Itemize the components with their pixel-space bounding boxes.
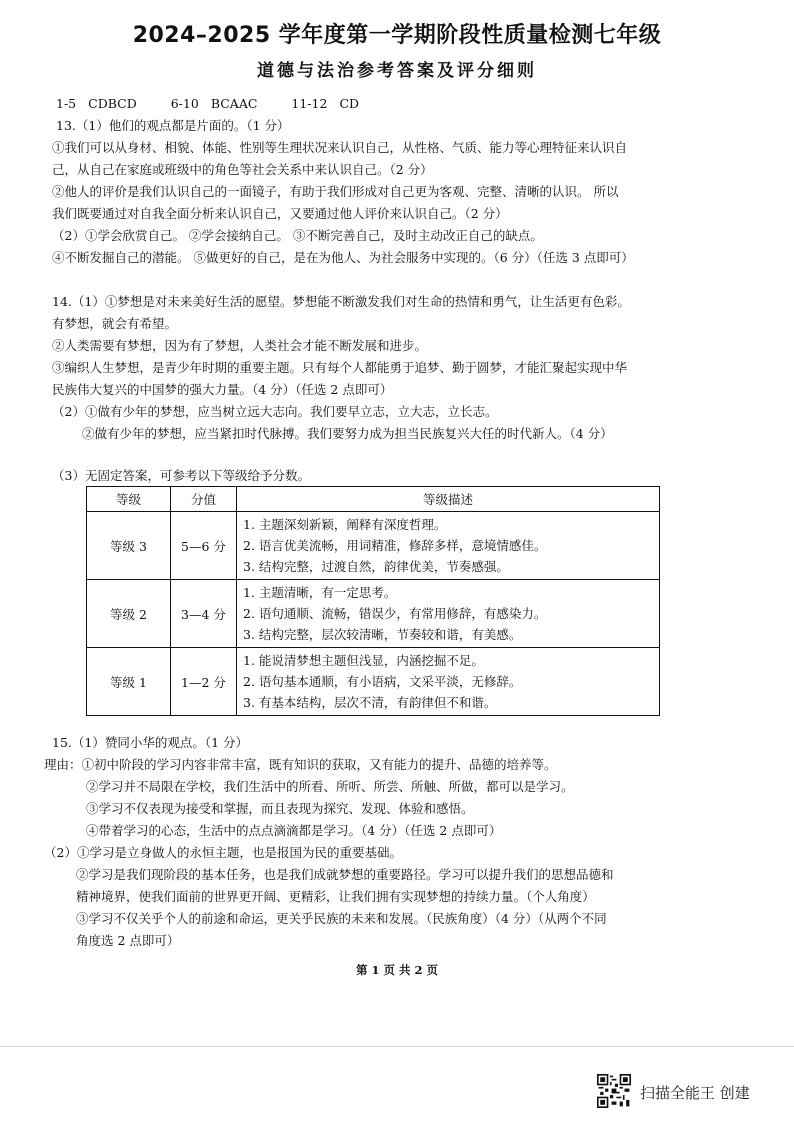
choice-answer-group <box>56 96 149 112</box>
choice-answer-group <box>171 96 270 112</box>
qr-code-icon <box>597 1074 631 1108</box>
q15-line: ②学习是我们现阶段的基本任务，也是我们成就梦想的重要路径。学习可以提升我们的思想品德和 <box>76 867 614 882</box>
scanner-watermark: 扫描全能王 创建 <box>640 1084 750 1102</box>
choice-range: 6-10 <box>170 96 199 111</box>
q15-line: 理由：①初中阶段的学习内容非常丰富，既有知识的获取，又有能力的提升、品德的培养等。 <box>44 757 557 772</box>
score-cell: 5—6 分 <box>171 512 237 580</box>
q13-line: 13.（1）他们的观点都是片面的。（1 分） <box>56 118 290 133</box>
q14-line: 14.（1）①梦想是对未来美好生活的愿望。梦想能不断激发我们对生命的热情和勇气，让生活更有色彩。 <box>52 294 630 309</box>
table-header-desc: 等级描述 <box>237 487 660 512</box>
level-cell: 等级 2 <box>87 580 171 648</box>
choice-range: 11-12 <box>291 96 328 111</box>
q15-line: 角度选 2 点即可） <box>76 933 180 948</box>
q15-line: （2）①学习是立身做人的永恒主题，也是报国为民的重要基础。 <box>44 845 402 860</box>
desc-cell <box>237 512 660 580</box>
q13-line: 己，从自己在家庭或班级中的角色等社会关系中来认识自己。（2 分） <box>52 162 433 177</box>
q13-line: ②他人的评价是我们认识自己的一面镜子，有助于我们形成对自己更为客观、完整、清晰的认识。 所以 <box>52 184 619 199</box>
desc-item: 1. 主题清晰，有一定思考。 <box>243 585 397 600</box>
table-header-level: 等级 <box>87 487 171 512</box>
q14-line: ③编织人生梦想，是青少年时期的重要主题。只有每个人都能勇于追梦、勤于圆梦，才能汇聚起实现中华 <box>52 360 628 375</box>
q15-line: ②学习并不局限在学校，我们生活中的所看、所听、所尝、所触、所做，都可以是学习。 <box>86 779 574 794</box>
choice-answer: CDBCD <box>88 96 137 111</box>
table-header-score: 分值 <box>171 487 237 512</box>
desc-item: 2. 语句基本通顺，有小语病，文采平淡，无修辞。 <box>243 674 522 689</box>
page-divider <box>0 1046 794 1047</box>
score-cell: 1—2 分 <box>171 648 237 716</box>
choice-answer-group <box>291 96 371 112</box>
desc-cell <box>237 580 660 648</box>
q13-line: （2）①学会欣赏自己。 ②学会接纳自己。 ③不断完善自己，及时主动改正自己的缺点。 <box>52 228 543 243</box>
q15-line: ③学习不仅关乎个人的前途和命运，更关乎民族的未来和发展。（民族角度）（4 分）（从两个不同 <box>76 911 607 926</box>
q15-line: ③学习不仅表现为接受和掌握，而且表现为探究、发现、体验和感悟。 <box>86 801 474 816</box>
q15-line: 精神境界，使我们面前的世界更开阔、更精彩，让我们拥有实现梦想的持续力量。（个人角度） <box>76 889 595 904</box>
score-cell: 3—4 分 <box>171 580 237 648</box>
page-number: 第 1 页 共 2 页 <box>355 963 439 977</box>
q14-line: 有梦想，就会有希望。 <box>52 316 178 331</box>
level-cell: 等级 1 <box>87 648 171 716</box>
q15-line: 15.（1）赞同小华的观点。（1 分） <box>52 735 249 750</box>
table-row <box>87 512 660 580</box>
grading-table <box>86 486 660 716</box>
q14-line: （2）①做有少年的梦想，应当树立远大志向。我们要早立志，立大志，立长志。 <box>52 404 498 419</box>
level-cell: 等级 3 <box>87 512 171 580</box>
q14-line: ②做有少年的梦想，应当紧扣时代脉搏。我们要努力成为担当民族复兴大任的时代新人。（4 分） <box>82 426 613 441</box>
desc-item: 2. 语句通顺、流畅，错误少，有常用修辞，有感染力。 <box>243 606 547 621</box>
q14-line: （3）无固定答案，可参考以下等级给予分数。 <box>52 468 310 483</box>
table-header-row <box>87 487 660 512</box>
q14-line: 民族伟大复兴的中国梦的强大力量。（4 分）（任选 2 点即可） <box>52 382 393 397</box>
desc-item: 3. 结构完整，过渡自然，韵律优美，节奏感强。 <box>243 559 509 574</box>
desc-cell <box>237 648 660 716</box>
choice-answer: CD <box>339 96 360 111</box>
q13-line: 我们既要通过对自我全面分析来认识自己，又要通过他人评价来认识自己。（2 分） <box>52 206 508 221</box>
q13-line: ①我们可以从身材、相貌、体能、性别等生理状况来认识自己，从性格、气质、能力等心理特征来认识自 <box>52 140 628 155</box>
q15-line: ④带着学习的心态，生活中的点点滴滴都是学习。（4 分）（任选 2 点即可） <box>86 823 502 838</box>
q13-line: ④不断发掘自己的潜能。 ⑤做更好的自己，是在为他人、为社会服务中实现的。（6 分）（任选 3 点即可） <box>52 250 634 265</box>
desc-item: 3. 有基本结构，层次不清，有韵律但不和谐。 <box>243 695 497 710</box>
choice-answers-row <box>56 96 389 112</box>
q14-line: ②人类需要有梦想，因为有了梦想，人类社会才能不断发展和进步。 <box>52 338 428 353</box>
desc-item: 1. 主题深刻新颖，阐释有深度哲理。 <box>243 517 447 532</box>
choice-range: 1-5 <box>56 96 77 111</box>
desc-item: 1. 能说清梦想主题但浅显，内涵挖掘不足。 <box>243 653 484 668</box>
desc-item: 2. 语言优美流畅，用词精准，修辞多样，意境情感佳。 <box>243 538 547 553</box>
table-row <box>87 580 660 648</box>
choice-answer: BCAAC <box>210 96 258 111</box>
desc-item: 3. 结构完整，层次较清晰，节奏较和谐，有美感。 <box>243 627 522 642</box>
table-row <box>87 648 660 716</box>
exam-subtitle: 道德与法治参考答案及评分细则 <box>257 61 537 81</box>
exam-title: 2024–2025 学年度第一学期阶段性质量检测七年级 <box>132 23 662 48</box>
